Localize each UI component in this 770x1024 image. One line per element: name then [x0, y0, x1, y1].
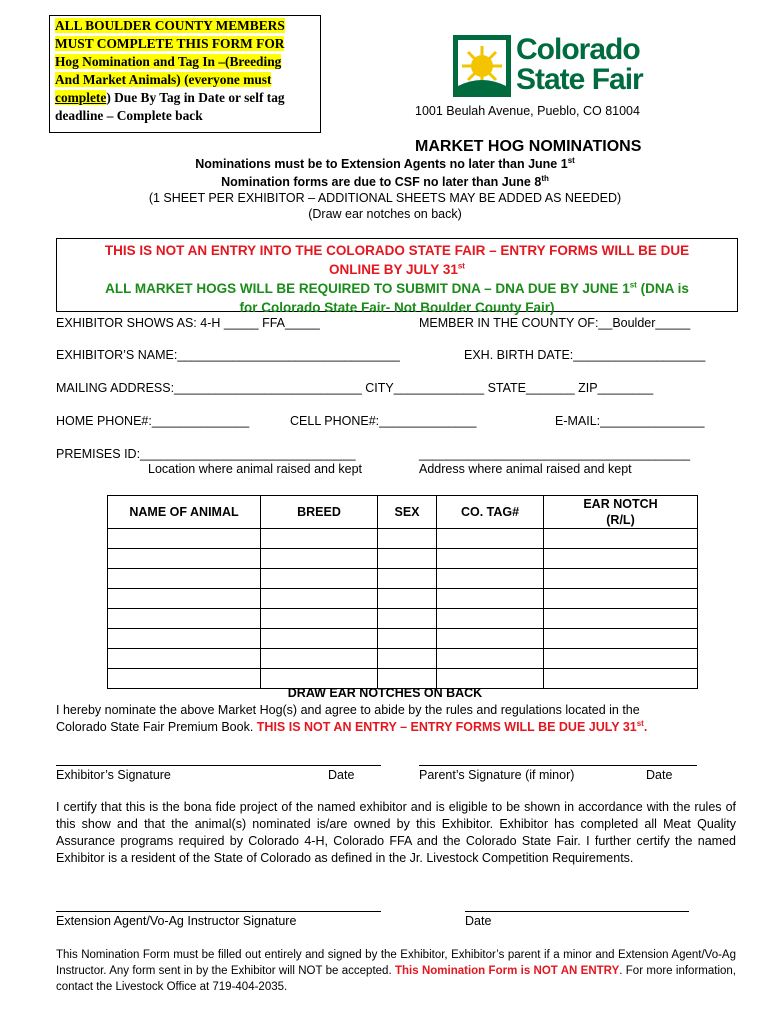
warning-line: ONLINE BY JULY 31st [329, 261, 465, 277]
logo-line: Colorado [516, 33, 640, 66]
certification-paragraph: I certify that this is the bona fide project of the named exhibitor and is eligible to be shown in accordance with the rules of this show and that the animal(s) nominated is/are owned by this Exhibitor. Exhibitor has completed all Meat Quality Assurance programs required by Colorado 4-H, Colorado FFA and the Colorado State Fair. I further certify the named Exhibitor is a resident of the State of Colorado as defined in the Jr. Livestock Competition Requirements. [56, 800, 736, 865]
page-title: MARKET HOG NOMINATIONS [415, 138, 642, 155]
warning-line: for Colorado State Fair- Not Boulder County Fair) [239, 300, 555, 315]
column-header: CO. TAG# [437, 496, 544, 529]
premises-id-field[interactable]: PREMISES ID:_______________________________ [56, 447, 356, 461]
table-row[interactable] [108, 549, 698, 569]
birth-date-field[interactable]: EXH. BIRTH DATE:___________________ [464, 348, 706, 362]
agent-date-line[interactable] [465, 911, 689, 912]
table-header-row [108, 496, 698, 529]
home-phone-field[interactable]: HOME PHONE#:______________ [56, 414, 250, 428]
nomination-statement: I hereby nominate the above Market Hog(s) and agree to abide by the rules and regulations located in the Colorado State Fair Premium Book. THIS IS NOT AN ENTRY – ENTRY FORMS WILL BE DUE JULY 31st. [56, 703, 648, 734]
notice-line: MUST COMPLETE THIS FORM FOR [55, 36, 285, 51]
parent-signature-line[interactable] [419, 765, 697, 766]
notice-line: ) Due By Tag in Date or self tag [106, 90, 285, 105]
parent-signature-label: Parent’s Signature (if minor) [419, 768, 575, 782]
instruction-line: Nomination forms are due to CSF no later than June 8th [221, 173, 549, 189]
animals-table [107, 495, 698, 689]
email-field[interactable]: E-MAIL:_______________ [555, 414, 705, 428]
notice-line: ALL BOULDER COUNTY MEMBERS [55, 18, 285, 33]
column-header: EAR NOTCH (R/L) [544, 496, 698, 529]
notice-line: deadline – Complete back [55, 108, 203, 123]
notice-line: And Market Animals) (everyone must [55, 72, 272, 87]
member-county-field[interactable]: MEMBER IN THE COUNTY OF:__Boulder_____ [419, 316, 691, 330]
address-caption: Address where animal raised and kept [419, 462, 632, 476]
warning-line: ALL MARKET HOGS WILL BE REQUIRED TO SUBMIT DNA – DNA DUE BY JUNE 1st (DNA is [105, 280, 689, 296]
column-header: SEX [378, 496, 437, 529]
table-row[interactable] [108, 649, 698, 669]
agent-signature-label: Extension Agent/Vo-Ag Instructor Signature [56, 914, 297, 928]
table-row[interactable] [108, 529, 698, 549]
premises-address-field[interactable]: _______________________________________ [419, 447, 691, 461]
exhibitor-name-field[interactable]: EXHIBITOR’S NAME:________________________________ [56, 348, 400, 362]
column-header: NAME OF ANIMAL [108, 496, 261, 529]
notice-line: complete [55, 90, 107, 105]
shows-as-field[interactable]: EXHIBITOR SHOWS AS: 4-H _____ FFA_____ [56, 316, 320, 330]
location-caption: Location where animal raised and kept [148, 462, 363, 476]
date-label: Date [646, 768, 673, 782]
warning-line: THIS IS NOT AN ENTRY INTO THE COLORADO STATE FAIR – ENTRY FORMS WILL BE DUE [104, 243, 690, 258]
notice-line: Hog Nomination and Tag In –(Breeding [55, 54, 282, 69]
exhibitor-signature-line[interactable] [56, 765, 381, 766]
logo-line: State Fair [516, 63, 643, 96]
table-row[interactable] [108, 589, 698, 609]
table-row[interactable] [108, 629, 698, 649]
table-row[interactable] [108, 609, 698, 629]
footer-note: This Nomination Form must be filled out entirely and signed by the Exhibitor, Exhibitor’s parent if a minor and Extension Agent/Vo-Ag Instructor. Any form sent in by the Exhibitor will NOT be accepted. This Nomination Form is NOT AN ENTRY. For more information, contact the Livestock Office at 719-404-2035. [56, 949, 736, 993]
instruction-line: (Draw ear notches on back) [308, 207, 462, 221]
exhibitor-signature-label: Exhibitor’s Signature [56, 768, 171, 782]
date-label: Date [328, 768, 355, 782]
boulder-notice-box [49, 15, 321, 133]
mailing-address-field[interactable]: MAILING ADDRESS:___________________________ CITY_____________ STATE_______ ZIP________ [56, 381, 654, 395]
colorado-state-fair-logo [452, 34, 652, 102]
date-label: Date [465, 914, 492, 928]
instruction-line: (1 SHEET PER EXHIBITOR – ADDITIONAL SHEETS MAY BE ADDED AS NEEDED) [148, 191, 622, 205]
sun-logo-icon [452, 34, 512, 98]
table-row[interactable] [108, 569, 698, 589]
instruction-line: Nominations must be to Extension Agents no later than June 1st [195, 155, 575, 171]
cell-phone-field[interactable]: CELL PHONE#:______________ [290, 414, 477, 428]
draw-notches-heading: DRAW EAR NOTCHES ON BACK [287, 686, 483, 700]
column-header: BREED [261, 496, 378, 529]
fair-address: 1001 Beulah Avenue, Pueblo, CO 81004 [415, 104, 640, 118]
entry-warning-box [56, 238, 738, 315]
agent-signature-line[interactable] [56, 911, 381, 912]
